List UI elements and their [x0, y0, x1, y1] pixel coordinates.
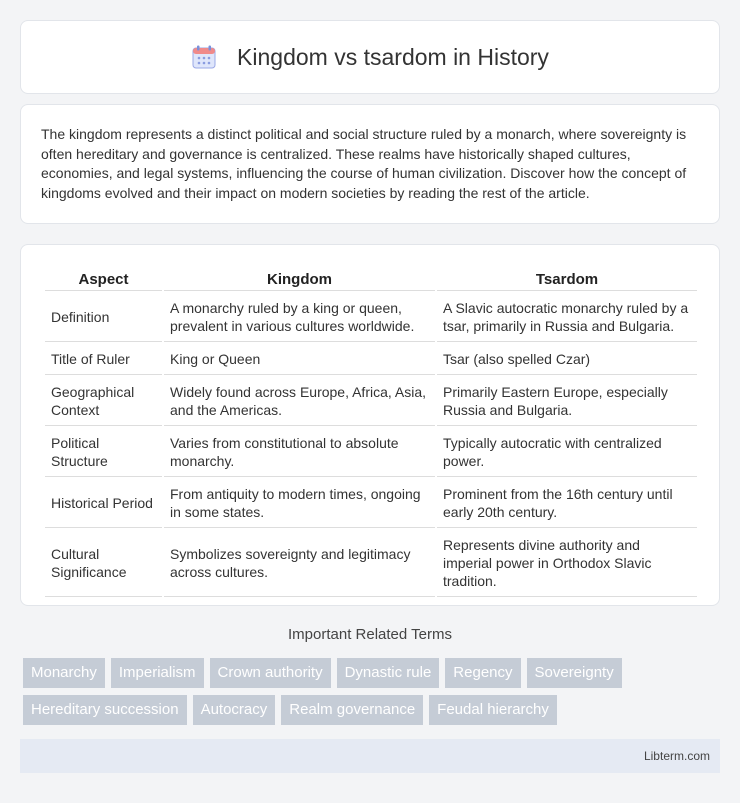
- tsardom-cell: Primarily Eastern Europe, especially Russia and Bulgaria.: [437, 377, 697, 426]
- tsardom-cell: A Slavic autocratic monarchy ruled by a tsar, primarily in Russia and Bulgaria.: [437, 293, 697, 342]
- intro-text: The kingdom represents a distinct political and social structure ruled by a monarch, where sovereignty is often hereditary and governance is centralized. These realms have historically shaped cultures, economies, and legal systems, influencing the course of human civilization. Discover how the concept of kingdoms evolved and their impact on modern societies by reading the rest of the article.: [41, 126, 687, 201]
- table-row: [45, 377, 697, 426]
- tag-monarchy[interactable]: Monarchy: [23, 658, 105, 688]
- table-row: [45, 344, 697, 375]
- tsardom-cell: Represents divine authority and imperial power in Orthodox Slavic tradition.: [437, 530, 697, 597]
- table-header-row: [45, 267, 697, 291]
- header-card: [20, 20, 720, 94]
- tsardom-cell: Typically autocratic with centralized power.: [437, 428, 697, 477]
- aspect-cell: Title of Ruler: [45, 344, 162, 375]
- tag-sovereignty[interactable]: Sovereignty: [527, 658, 622, 688]
- tag-realm-governance[interactable]: Realm governance: [281, 695, 423, 725]
- table-row: [45, 479, 697, 528]
- footer: [20, 739, 720, 773]
- aspect-cell: Geographical Context: [45, 377, 162, 426]
- tag-hereditary-succession[interactable]: Hereditary succession: [23, 695, 187, 725]
- footer-site-link[interactable]: Libterm.com: [643, 749, 710, 763]
- table-row: [45, 428, 697, 477]
- calendar-icon: [191, 44, 217, 70]
- kingdom-cell: A monarchy ruled by a king or queen, prevalent in various cultures worldwide.: [164, 293, 435, 342]
- kingdom-cell: Widely found across Europe, Africa, Asia, and the Americas.: [164, 377, 435, 426]
- aspect-cell: Historical Period: [45, 479, 162, 528]
- table-row: [45, 293, 697, 342]
- aspect-cell: Political Structure: [45, 428, 162, 477]
- tsardom-cell: Tsar (also spelled Czar): [437, 344, 697, 375]
- page-title: Kingdom vs tsardom in History: [237, 43, 549, 70]
- tag-autocracy[interactable]: Autocracy: [193, 695, 276, 725]
- aspect-cell: Cultural Significance: [45, 530, 162, 597]
- header-tsardom: Tsardom: [437, 267, 697, 291]
- comparison-card: [20, 244, 720, 606]
- comparison-table: [43, 265, 699, 599]
- related-terms-list: [23, 658, 723, 725]
- related-terms-title: Important Related Terms: [288, 626, 452, 643]
- tag-regency[interactable]: Regency: [445, 658, 520, 688]
- tag-crown-authority[interactable]: Crown authority: [210, 658, 331, 688]
- tag-imperialism[interactable]: Imperialism: [111, 658, 204, 688]
- tsardom-cell: Prominent from the 16th century until early 20th century.: [437, 479, 697, 528]
- kingdom-cell: Varies from constitutional to absolute monarchy.: [164, 428, 435, 477]
- title-wrap: [191, 44, 549, 71]
- table-row: [45, 530, 697, 597]
- aspect-cell: Definition: [45, 293, 162, 342]
- intro-card: [20, 104, 720, 224]
- header-kingdom: Kingdom: [164, 267, 435, 291]
- tag-dynastic-rule[interactable]: Dynastic rule: [337, 658, 440, 688]
- header-aspect: Aspect: [45, 267, 162, 291]
- kingdom-cell: King or Queen: [164, 344, 435, 375]
- tag-feudal-hierarchy[interactable]: Feudal hierarchy: [429, 695, 557, 725]
- kingdom-cell: Symbolizes sovereignty and legitimacy across cultures.: [164, 530, 435, 597]
- kingdom-cell: From antiquity to modern times, ongoing in some states.: [164, 479, 435, 528]
